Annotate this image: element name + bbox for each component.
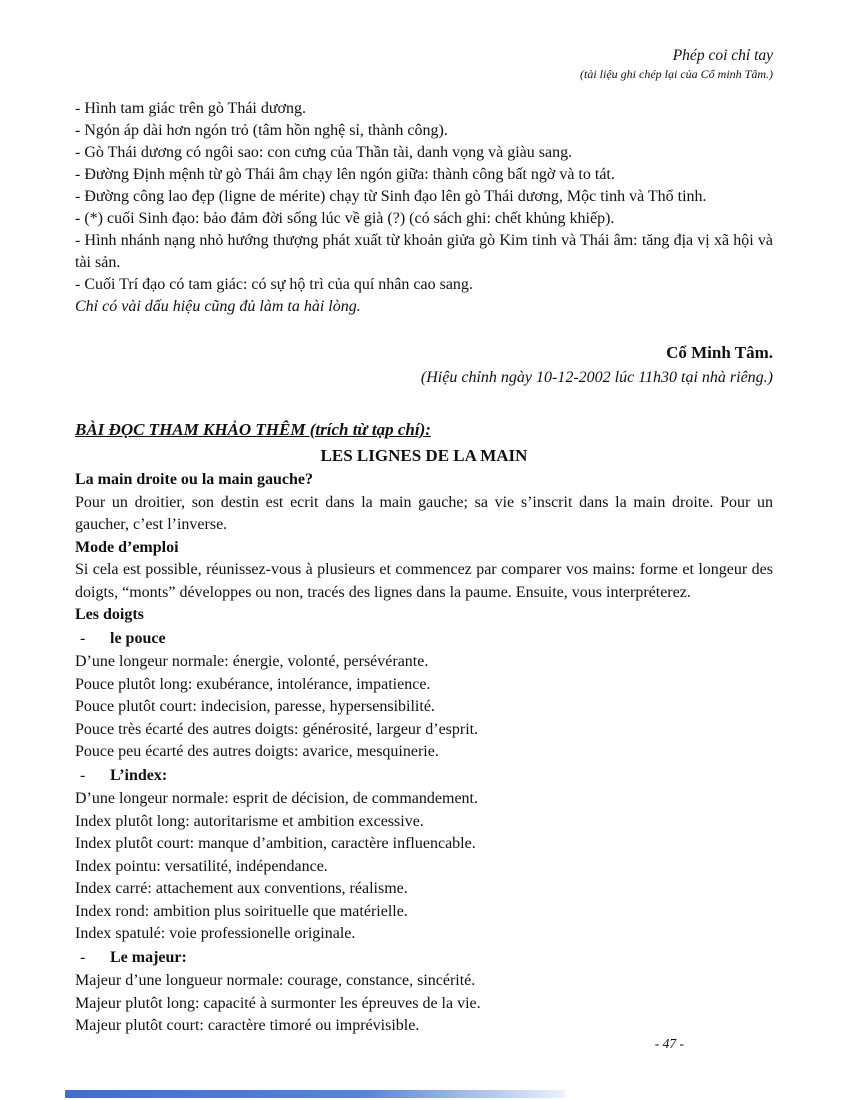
document-line: Les doigts [75,606,144,623]
document-line: Index rond: ambition plus soirituelle que matérielle. [75,902,408,920]
document-line: Majeur plutôt long: capacité à surmonter les épreuves de la vie. [75,994,481,1012]
page-number: - 47 - [654,1036,684,1051]
list-item-label: le pouce [110,629,166,647]
document-line [75,628,773,651]
document-line: Pouce plutôt long: exubérance, intolérance, impatience. [75,675,431,693]
document-line: - Cuối Trí đạo có tam giác: có sự hộ trì của quí nhân cao sang. [75,276,473,293]
document-line: Index carré: attachement aux conventions, réalisme. [75,880,408,897]
header-subtitle: (tài liệu ghi chép lại của Cổ minh Tâm.) [580,67,773,81]
section-heading: BÀI ĐỌC THAM KHẢO THÊM (trích từ tạp chí): [75,420,431,439]
dash-bullet: - [80,629,86,647]
signature-note: (Hiệu chỉnh ngày 10-12-2002 lúc 11h30 tại nhà riêng.) [420,369,773,386]
document-line: - Ngón áp dài hơn ngón trỏ (tâm hồn nghệ sỉ, thành công). [75,122,448,139]
document-line: Mode d’emploi [75,538,179,556]
document-line: La main droite ou la main gauche? [75,471,313,488]
document-line: Pouce plutôt court: indecision, paresse, hypersensibilité. [75,698,435,715]
vietnamese-notes-list [75,98,773,296]
document-line: Index plutôt long: autoritarisme et ambition excessive. [75,812,424,830]
signature-block [75,340,773,390]
signature-name: Cổ Minh Tâm. [666,343,773,362]
header-title: Phép coi chỉ tay [672,47,773,64]
french-article-body [75,469,773,1038]
document-line: Pouce peu écarté des autres doigts: avarice, mesquinerie. [75,743,439,760]
document-line [75,947,773,970]
document-line: - Đường Định mệnh từ gò Thái âm chạy lên ngón giữa: thành công bất ngờ và to tát. [75,166,615,183]
closing-remark: Chỉ có vài dấu hiệu cũng đủ làm ta hài lòng. [75,298,361,315]
decorative-gradient-rule [65,1090,565,1098]
document-line: Si cela est possible, réunissez-vous à plusieurs et commencez par comparer vos mains: forme et longeur des doigts, “monts” développes ou non, tracés des lignes dans la paume. Ensuite, vous interpréterez. [75,561,773,601]
document-line: Pouce très écarté des autres doigts: générosité, largeur d’esprit. [75,720,479,738]
list-item-label: Le majeur: [110,948,187,966]
article-title: LES LIGNES DE LA MAIN [320,446,528,465]
list-item-label: L’index: [110,766,168,784]
document-line: Index pointu: versatilité, indépendance. [75,857,328,875]
document-line: D’une longeur normale: esprit de décision, de commandement. [75,790,478,807]
page-header [75,46,773,82]
document-line: Pour un droitier, son destin est ecrit dans la main gauche; sa vie s’inscrit dans la main droite. Pour un gaucher, c’est l’inverse. [75,493,773,533]
dash-bullet: - [80,766,86,784]
document-line: - (*) cuối Sinh đạo: bảo đảm đời sống lúc về già (?) (có sách ghi: chết khủng khiếp). [75,210,615,227]
document-line: Index plutôt court: manque d’ambition, caractère influencable. [75,835,476,852]
document-line: - Đường công lao đẹp (ligne de mérite) chạy từ Sinh đạo lên gò Thái dương, Mộc tinh và Thổ tinh. [75,188,707,205]
document-line [75,765,773,788]
document-line: - Hình tam giác trên gò Thái dương. [75,100,307,117]
document-line: D’une longeur normale: énergie, volonté, persévérante. [75,653,429,670]
dash-bullet: - [80,948,86,966]
document-line: Majeur plutôt court: caractère timoré ou imprévisible. [75,1017,420,1034]
document-line: Index spatulé: voie professionelle originale. [75,925,356,942]
document-line: - Hình nhánh nạng nhỏ hướng thượng phát xuất từ khoản giửa gò Kim tinh và Thái âm: tăng địa vị xã hội và tài sản. [75,232,773,271]
document-line: Majeur d’une longueur normale: courage, constance, sincérité. [75,972,476,989]
document-line: - Gò Thái dương có ngôi sao: con cưng của Thần tài, danh vọng và giàu sang. [75,144,573,161]
